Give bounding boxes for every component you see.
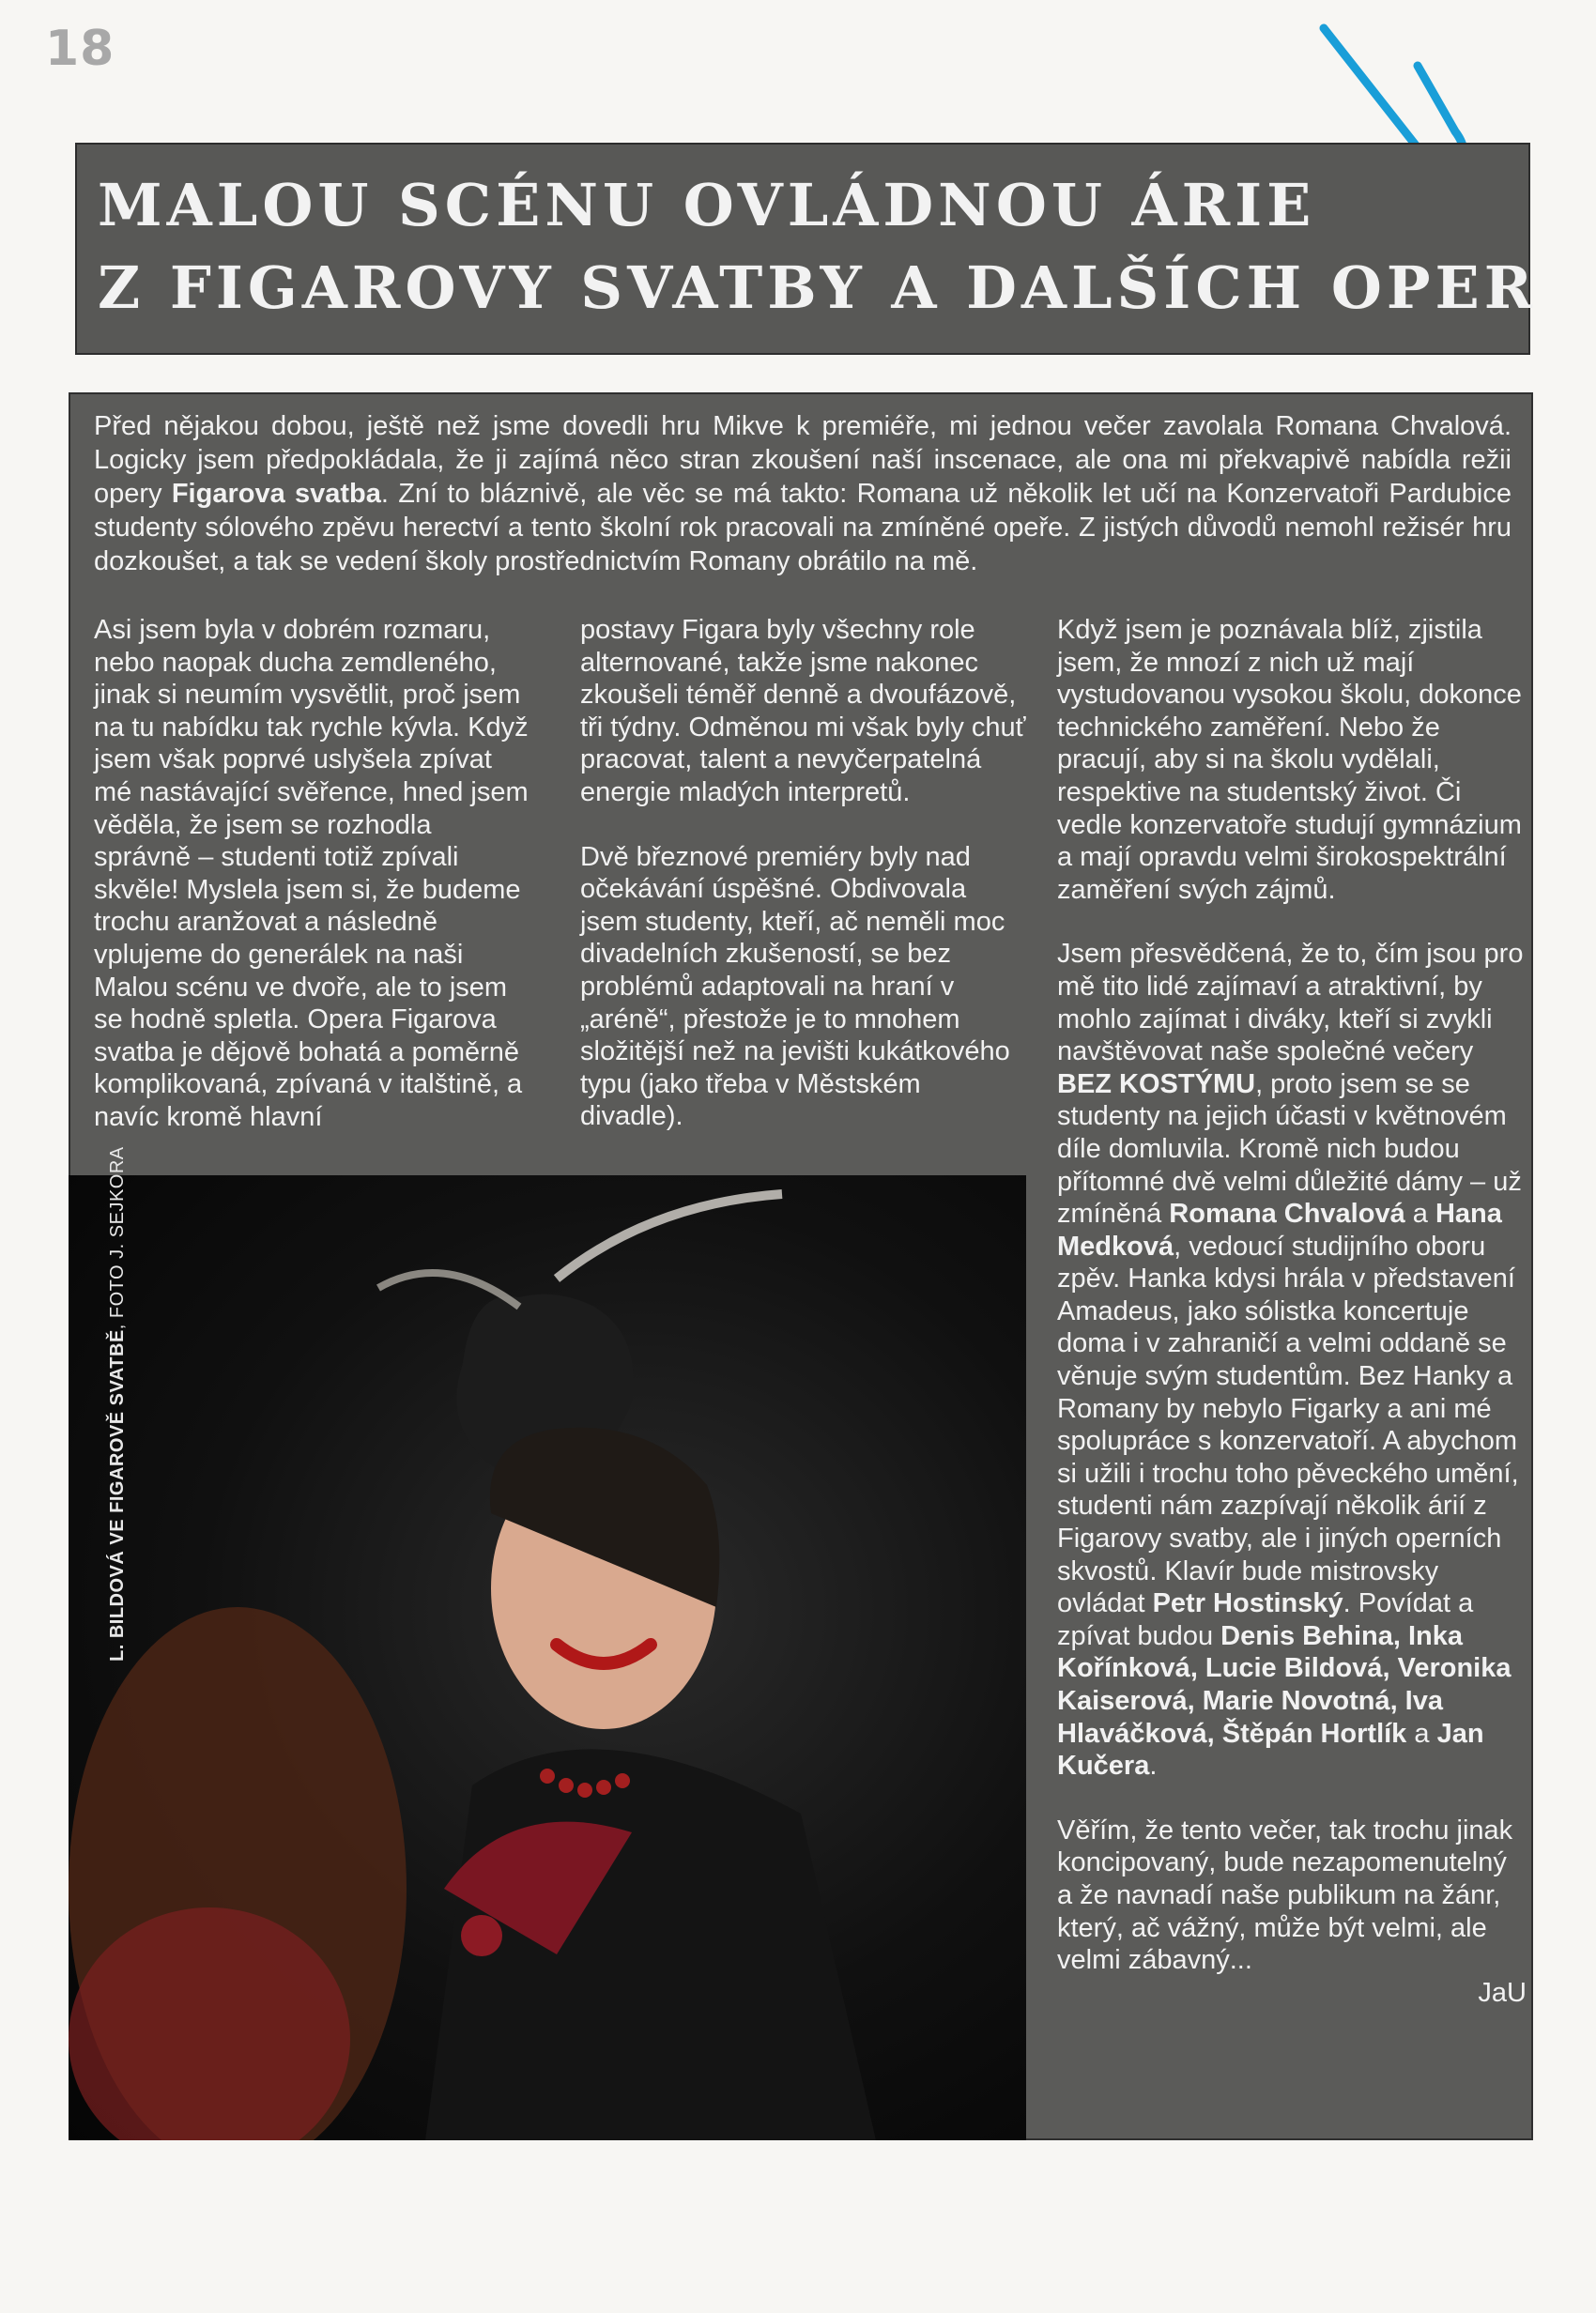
article-column-2 [580, 614, 1031, 1165]
article-intro: Před nějakou dobou, ještě než jsme dovedli hru Mikve k premiéře, mi jednou večer zavolala Romana Chvalová. Logicky jsem předpokládala, že ji zajímá něco stran zkoušení naší inscenace, ale ona mi překvapivě nabídla režii opery Figarova svatba. Zní to bláznivě, ale věc se má takto: Romana už několik let učí na Konzervatoři Pardubice studenty sólového zpěvu herectví a tento školní rok pracovali na zmíněné opeře. Z jistých důvodů nemohl režisér hru dozkoušet, a tak se vedení školy prostřednictvím Romany obrátilo na mě. [94, 411, 1512, 576]
performer-names: Denis Behina, Inka Kořínková, Lucie Bildová, Veronika Kaiserová, Marie Novotná, Iva Hlaváčková, Štěpán Hortlík [1057, 1620, 1512, 1749]
article-column-3 [1057, 614, 1527, 2041]
person-name: Petr Hostinský [1152, 1588, 1343, 1619]
article-column-1 [94, 614, 535, 1166]
photo-caption: L. BILDOVÁ VE FIGAROVĚ SVATBĚ, FOTO J. SEJKORA [107, 1146, 128, 1662]
paragraph: Jsem přesvědčená, že to, čím jsou pro mě tito lidé zajímaví a atraktivní, by mohlo zajímat i diváky, kteří si zvykli navštěvovat naše společné večery BEZ KOSTÝMU, proto jsem se se studenty na jejich účasti v květnovém díle domluvila. Kromě nich budou přítomné dvě velmi důležité dámy – už zmíněná Romana Chvalová a Hana Medková, vedoucí studijního oboru zpěv. Hanka kdysi hrála v představení Amadeus, jako sólistka koncertuje doma i v zahraničí a velmi oddaně se věnuje svým studentům. Bez Hanky a Romany by nebylo Figarky a ani mé spolupráce s konzervatoří. A abychom si užili i trochu toho pěveckého umění, studenti nám zazpívají několik árií z Figarovy svatby, ale i jiných operních skvostů. Klavír bude mistrovsky ovládat Petr Hostinský. Povídat a zpívat budou Denis Behina, Inka Kořínková, Lucie Bildová, Veronika Kaiserová, Marie Novotná, Iva Hlaváčková, Štěpán Hortlík a Jan Kučera. [1057, 939, 1524, 1782]
person-name: Jan Kučera [1057, 1718, 1484, 1782]
person-name: Hana Medková [1057, 1199, 1502, 1262]
headline-line-2: Z FIGAROVY SVATBY A DALŠÍCH OPER [98, 253, 1538, 322]
performer-photo [69, 1146, 1026, 2140]
event-name: BEZ KOSTÝMU [1057, 1068, 1256, 1099]
person-name: Romana Chvalová [1169, 1199, 1405, 1230]
paragraph: Asi jsem byla v dobrém rozmaru, nebo naopak ducha zemdleného, jinak si neumím vysvětlit, proč jsem na tu nabídku tak rychle kývla. Když jsem však poprvé uslyšela zpívat mé nastávající svěřence, hned jsem věděla, že jsem se rozhodla správně – studenti totiž zpívali skvěle! Myslela jsem si, že budeme trochu aranžovat a následně vplujeme do generálek na naši Malou scénu ve dvoře, ale to jsem se hodně spletla. Opera Figarova svatba je dějově bohatá a poměrně komplikovaná, zpívaná v italštině, a navíc kromě hlavní [94, 615, 529, 1132]
paragraph: Když jsem je poznávala blíž, zjistila jsem, že mnozí z nich už mají vystudovanou vysokou školu, dokonce technického zaměření. Nebo že pracují, aby si na školu vydělali, respektive na studentský život. Či vedle konzervatoře studují gymnázium a mají opravdu velmi širokospektrální zaměření svých zájmů. [1057, 615, 1522, 905]
paragraph: Dvě březnové premiéry byly nad očekávání úspěšné. Obdivovala jsem studenty, kteří, ač neměli moc divadelních zkušeností, se bez problémů adaptovali na hraní v „aréně“, přestože je to mnohem složitější než na jevišti kukátkového typu (jako třeba v Městském divadle). [580, 841, 1010, 1132]
paragraph: postavy Figara byly všechny role alternované, takže jsme nakonec zkoušeli téměř denně a dvoufázově, tři týdny. Odměnou mi však byly chuť pracovat, talent a nevyčerpatelná energie mladých interpretů. [580, 615, 1026, 807]
headline-banner [75, 143, 1538, 355]
page-number: 18 [45, 21, 115, 77]
headline-line-1: MALOU SCÉNU OVLÁDNOU ÁRIE [98, 171, 1316, 239]
author-signature: JaU [1478, 1977, 1527, 2008]
opera-title: Figarova svatba [171, 479, 381, 509]
paragraph: Věřím, že tento večer, tak trochu jinak koncipovaný, bude nezapomenutelný a že navnadí naše publikum na žánr, který, ač vážný, může být velmi, ale velmi zábavný... JaU [1057, 1815, 1527, 2008]
